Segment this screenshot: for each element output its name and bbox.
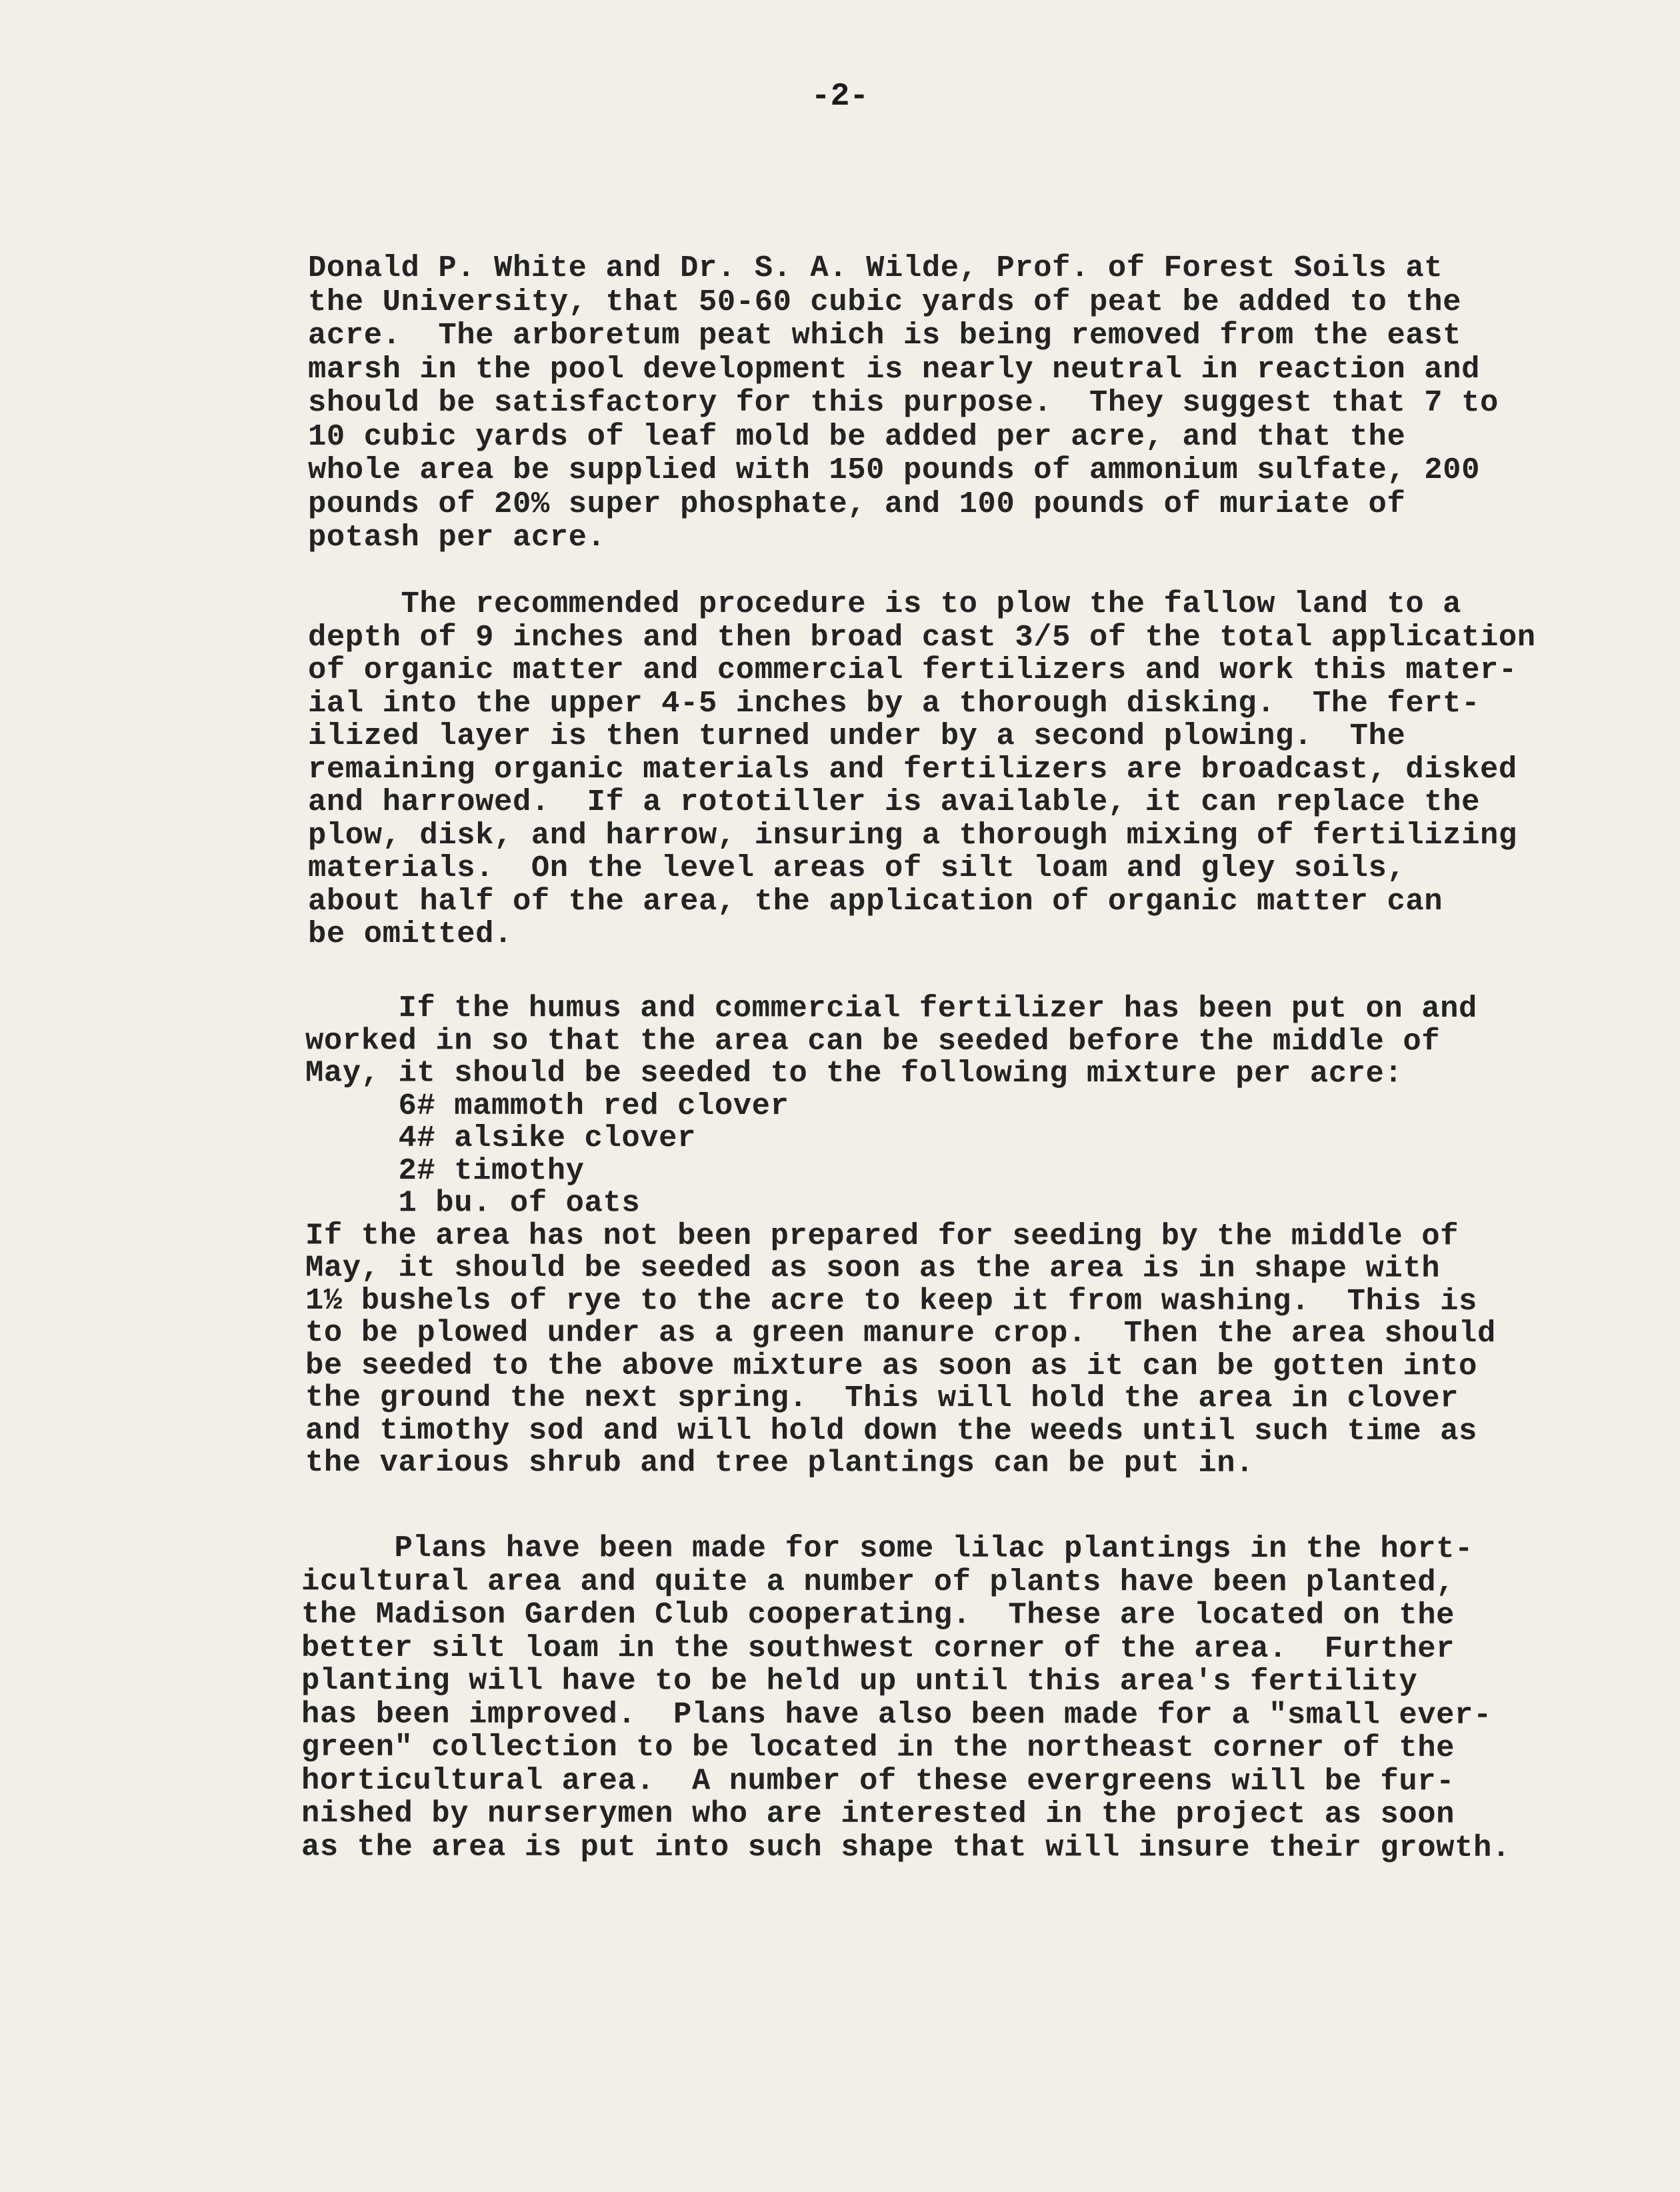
text-line: planting will have to be held up until this area's fertility xyxy=(301,1663,1418,1699)
text-line: If the area has not been prepared for seeding by the middle of xyxy=(305,1217,1459,1254)
text-line: Plans have been made for some lilac plantings in the hort- xyxy=(301,1531,1473,1567)
text-line: If the humus and commercial fertilizer has been put on and xyxy=(305,991,1477,1027)
text-line: May, it should be seeded to the following mixture per acre: xyxy=(305,1055,1403,1091)
text-line: remaining organic materials and fertilizers are broadcast, disked xyxy=(308,751,1517,787)
text-line: 2# timothy xyxy=(305,1153,585,1188)
text-line: plow, disk, and harrow, insuring a thorough mixing of fertilizing xyxy=(308,817,1517,853)
text-line: depth of 9 inches and then broad cast 3/5 of the total application xyxy=(308,619,1536,655)
text-line: acre. The arboretum peat which is being removed from the east xyxy=(308,318,1462,353)
text-line: should be satisfactory for this purpose. They suggest that 7 to xyxy=(308,385,1499,420)
text-line: has been improved. Plans have also been made for a "small ever- xyxy=(301,1696,1492,1733)
text-line: 10 cubic yards of leaf mold be added per acre, and that the xyxy=(308,419,1406,454)
text-line: nished by nurserymen who are interested in the project as soon xyxy=(301,1796,1455,1832)
text-line: the University, that 50-60 cubic yards of peat be added to the xyxy=(308,284,1462,319)
text-line: ial into the upper 4-5 inches by a thorough disking. The fert- xyxy=(308,685,1480,721)
text-line: and harrowed. If a rototiller is available, it can replace the xyxy=(308,785,1480,819)
text-line: worked in so that the area can be seeded before the middle of xyxy=(305,1023,1441,1059)
text-line: about half of the area, the application of organic matter can xyxy=(308,883,1443,919)
text-line: 1 bu. of oats xyxy=(305,1185,641,1221)
text-line: marsh in the pool development is nearly neutral in reaction and xyxy=(308,351,1480,387)
text-line: the Madison Garden Club cooperating. These are located on the xyxy=(301,1597,1455,1633)
text-line: the various shrub and tree plantings can be put in. xyxy=(305,1445,1255,1481)
text-line: 4# alsike clover xyxy=(305,1120,697,1156)
text-line: horticultural area. A number of these evergreens will be fur- xyxy=(301,1763,1455,1799)
text-line: The recommended procedure is to plow the fallow land to a xyxy=(308,587,1462,621)
text-line: materials. On the level areas of silt loam and gley soils, xyxy=(308,851,1406,885)
page-number: -2- xyxy=(811,79,869,115)
text-line: to be plowed under as a green manure crop. Then the area should xyxy=(305,1315,1496,1351)
text-line: icultural area and quite a number of plants have been planted, xyxy=(301,1563,1455,1600)
text-line: and timothy sod and will hold down the weeds until such time as xyxy=(305,1413,1477,1449)
text-line: Donald P. White and Dr. S. A. Wilde, Prof. of Forest Soils at xyxy=(308,251,1443,285)
text-line: better silt loam in the southwest corner of the area. Further xyxy=(301,1630,1455,1666)
text-line: green" collection to be located in the northeast corner of the xyxy=(301,1729,1455,1765)
text-line: May, it should be seeded as soon as the area is in shape with xyxy=(305,1250,1441,1286)
text-line: the ground the next spring. This will hold the area in clover xyxy=(305,1380,1459,1416)
text-line: of organic matter and commercial fertilizers and work this mater- xyxy=(308,653,1517,687)
text-line: as the area is put into such shape that will insure their growth. xyxy=(301,1829,1511,1865)
text-line: 6# mammoth red clover xyxy=(305,1088,789,1123)
text-line: pounds of 20% super phosphate, and 100 pounds of muriate of xyxy=(308,486,1406,521)
text-line: be omitted. xyxy=(308,917,513,951)
text-line: ilized layer is then turned under by a second plowing. The xyxy=(308,719,1406,753)
text-line: 1½ bushels of rye to the acre to keep it from washing. This is xyxy=(305,1283,1477,1319)
text-line: potash per acre. xyxy=(308,520,606,555)
text-line: be seeded to the above mixture as soon as it can be gotten into xyxy=(305,1347,1477,1383)
text-line: whole area be supplied with 150 pounds of ammonium sulfate, 200 xyxy=(308,453,1480,487)
